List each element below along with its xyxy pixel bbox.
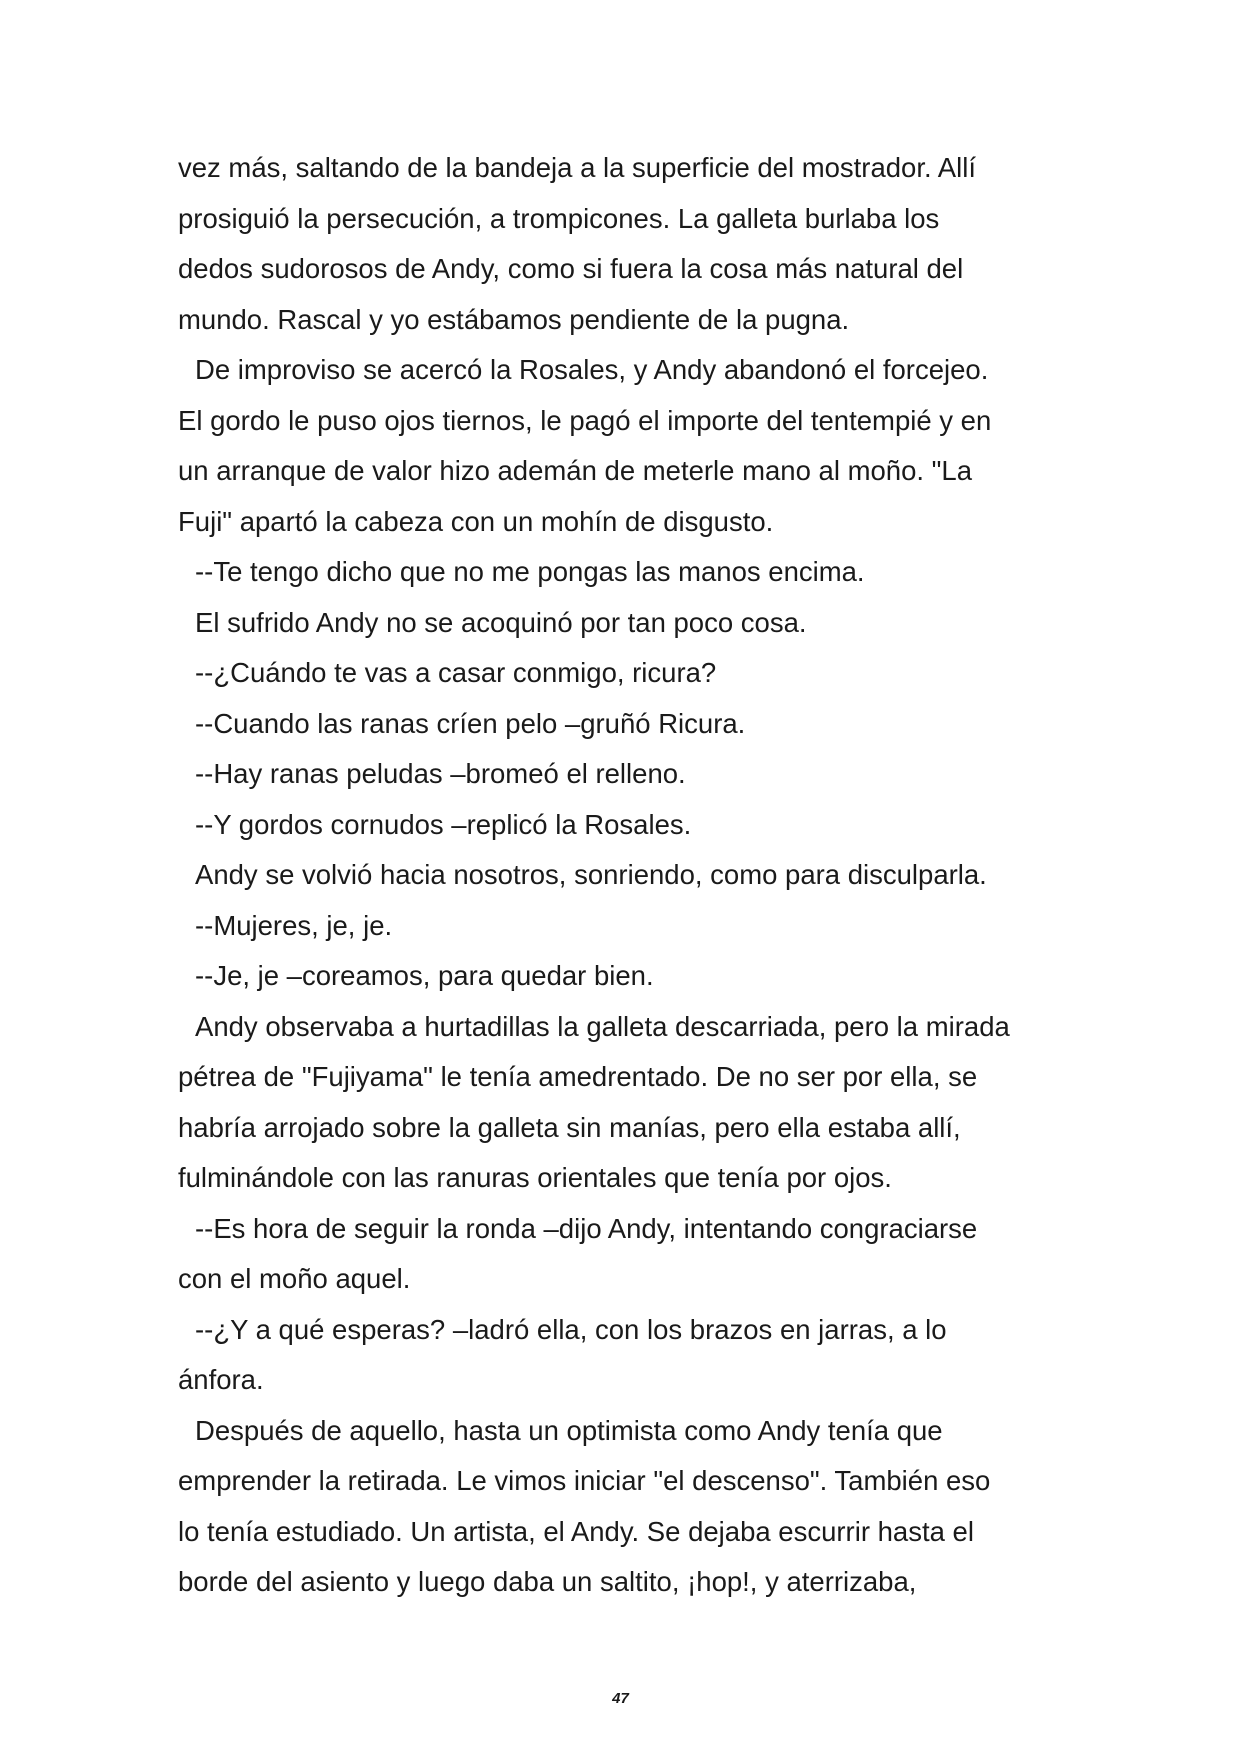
text-line: Andy observaba a hurtadillas la galleta descarriada, pero la mirada xyxy=(195,1010,1010,1042)
text-line: --Je, je –coreamos, para quedar bien. xyxy=(195,960,654,991)
text-line: lo tenía estudiado. Un artista, el Andy. Se dejaba escurrir hasta el xyxy=(178,1515,974,1547)
body-text xyxy=(178,143,1078,1608)
text-line: ánfora. xyxy=(178,1364,264,1395)
text-line: con el moño aquel. xyxy=(178,1263,411,1294)
text-line: prosiguió la persecución, a trompicones. La galleta burlaba los xyxy=(178,202,940,234)
text-line: vez más, saltando de la bandeja a la superficie del mostrador. Allí xyxy=(178,152,976,183)
text-line: borde del asiento y luego daba un saltito, ¡hop!, y aterrizaba, xyxy=(178,1566,917,1597)
text-line: --¿Y a qué esperas? –ladró ella, con los brazos en jarras, a lo xyxy=(195,1313,947,1345)
text-line: El sufrido Andy no se acoquinó por tan poco cosa. xyxy=(195,606,807,638)
text-line: mundo. Rascal y yo estábamos pendiente de la pugna. xyxy=(178,303,850,335)
text-line: --Cuando las ranas críen pelo –gruñó Ricura. xyxy=(195,707,746,739)
text-line: Andy se volvió hacia nosotros, sonriendo, como para disculparla. xyxy=(195,859,987,890)
text-line: pétrea de "Fujiyama" le tenía amedrentado. De no ser por ella, se xyxy=(178,1061,978,1092)
page-number: 47 xyxy=(612,1690,629,1707)
text-line: Fuji" apartó la cabeza con un mohín de disgusto. xyxy=(178,505,774,537)
text-line: dedos sudorosos de Andy, como si fuera la cosa más natural del xyxy=(178,253,964,284)
text-line: fulminándole con las ranuras orientales que tenía por ojos. xyxy=(178,1162,892,1193)
text-line: De improviso se acercó la Rosales, y Andy abandonó el forcejeo. xyxy=(195,354,989,385)
text-line: --Hay ranas peludas –bromeó el relleno. xyxy=(195,758,686,789)
text-line: Después de aquello, hasta un optimista como Andy tenía que xyxy=(195,1414,943,1446)
text-line: --Te tengo dicho que no me pongas las manos encima. xyxy=(195,556,865,587)
text-line: emprender la retirada. Le vimos iniciar "el descenso". También eso xyxy=(178,1465,991,1496)
text-line: habría arrojado sobre la galleta sin manías, pero ella estaba allí, xyxy=(178,1111,961,1143)
text-line: --Y gordos cornudos –replicó la Rosales. xyxy=(195,808,692,840)
text-line: un arranque de valor hizo ademán de meterle mano al moño. "La xyxy=(178,455,972,486)
text-line: --Mujeres, je, je. xyxy=(195,909,393,941)
text-line: --Es hora de seguir la ronda –dijo Andy, intentando congraciarse xyxy=(195,1212,978,1244)
text-line: El gordo le puso ojos tiernos, le pagó el importe del tentempié y en xyxy=(178,404,992,436)
text-line: --¿Cuándo te vas a casar conmigo, ricura? xyxy=(195,657,717,688)
